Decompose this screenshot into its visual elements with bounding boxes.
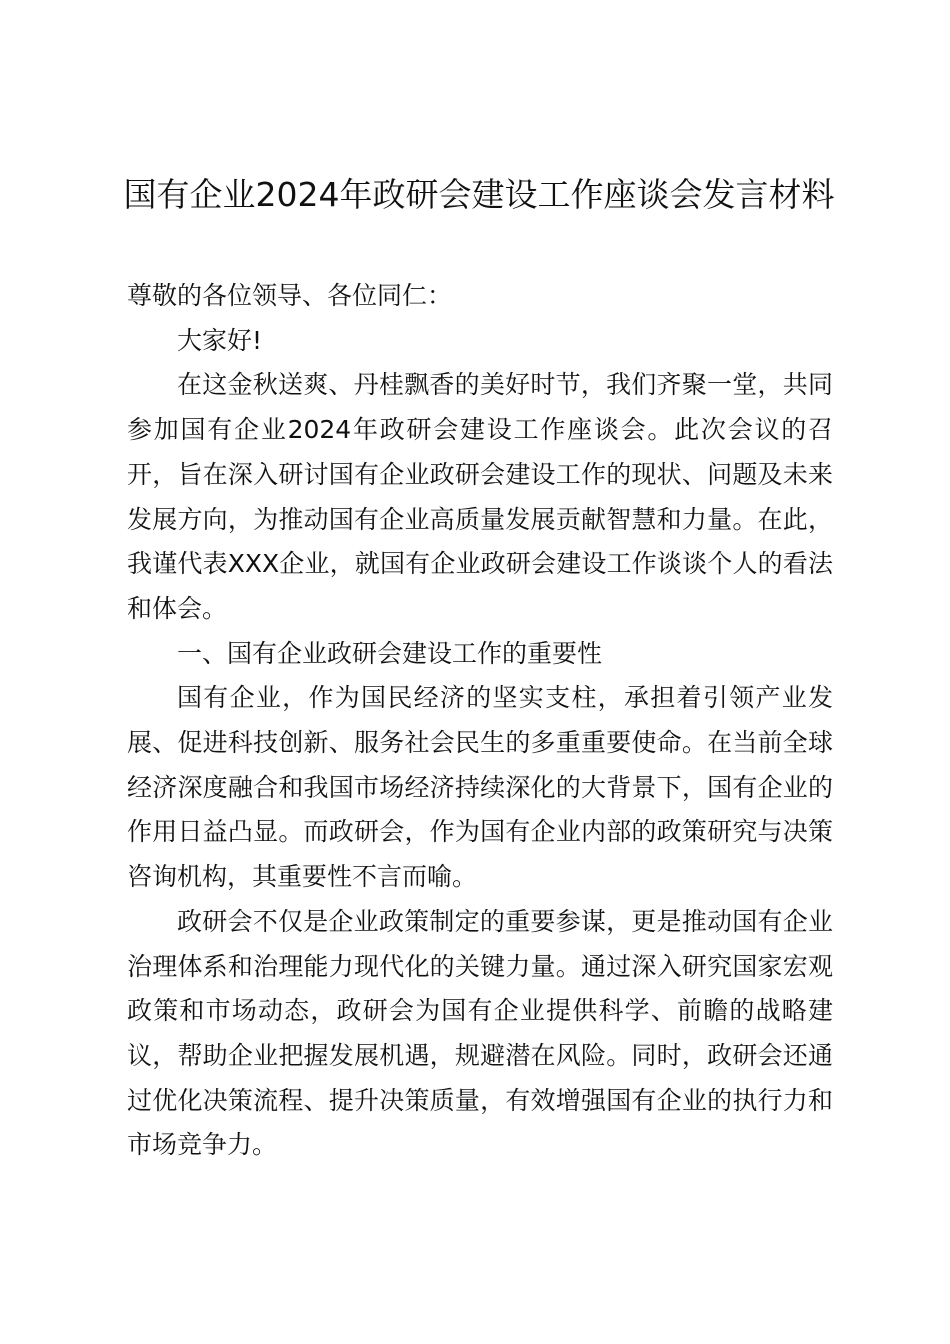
salutation: 尊敬的各位领导、各位同仁：	[127, 281, 453, 310]
paragraph: 政研会不仅是企业政策制定的重要参谋，更是推动国有企业治理体系和治理能力现代化的关键力量。通过深入研究国家宏观政策和市场动态，政研会为国有企业提供科学、前瞻的战略建议，帮助企业把握发展机遇，规避潜在风险。同时，政研会还通过优化决策流程、提升决策质量，有效增强国有企业的执行力和市场竞争力。	[127, 906, 833, 1160]
paragraph: 国有企业，作为国民经济的坚实支柱，承担着引领产业发展、促进科技创新、服务社会民生的多重重要使命。在当前全球经济深度融合和我国市场经济持续深化的大背景下，国有企业的作用日益凸显。而政研会，作为国有企业内部的政策研究与决策咨询机构，其重要性不言而喻。	[127, 683, 833, 892]
greeting: 大家好!	[177, 325, 263, 355]
document-title: 国有企业2024年政研会建设工作座谈会发言材料	[123, 175, 835, 214]
document-body	[127, 274, 833, 1168]
paragraph-intro: 在这金秋送爽、丹桂飘香的美好时节，我们齐聚一堂，共同参加国有企业2024年政研会建设工作座谈会。此次会议的召开，旨在深入研讨国有企业政研会建设工作的现状、问题及未来发展方向，为推动国有企业高质量发展贡献智慧和力量。在此，我谨代表XXX企业，就国有企业政研会建设工作谈谈个人的看法和体会。	[127, 370, 833, 623]
section-heading: 一、国有企业政研会建设工作的重要性	[177, 638, 603, 668]
